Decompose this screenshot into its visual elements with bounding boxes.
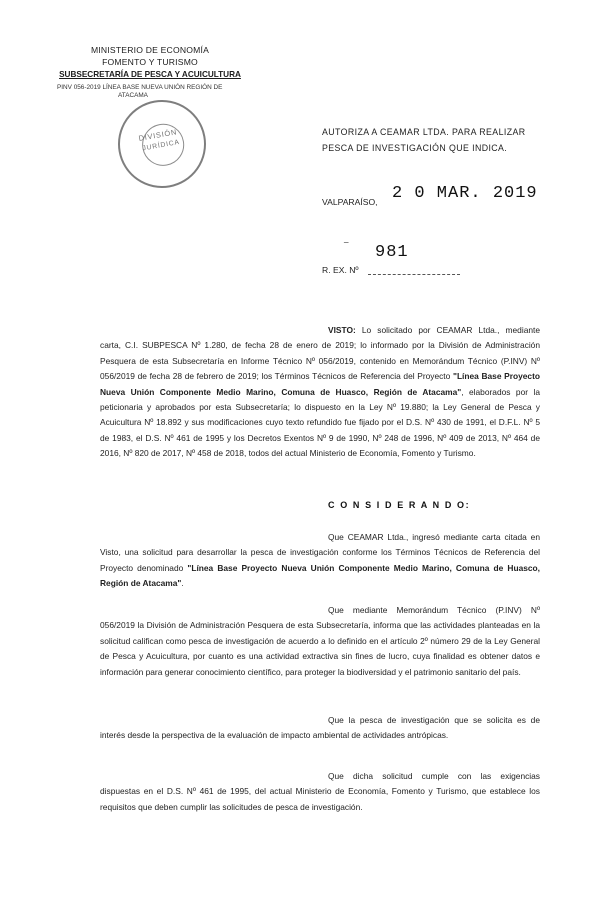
considerando-project-name: "Línea Base Proyecto Nueva Unión Componente Medio Marino, Comuna de Huasco, Región de Atacama" [100,562,540,589]
considerando-2-text: Que mediante Memorándum Técnico (P.INV) Nº 056/2019 la División de Administración Pesquera de esta Subsecretaría, informa que las actividades planteadas en la solicitud califican como pesca de investigación de acuerdo a lo definido en el artículo 2º número 29 de la Ley General de Pesca y Acuicultura, por cuanto es una actividad extractiva sin fines de lucro, cuya finalidad es obtener datos e información para generar conocimiento científico, para proteger la biodiversidad y el patrimonio sanitario del país. [100,605,540,677]
visto-text-a: Lo solicitado por CEAMAR Ltda., mediante carta, C.I. SUBPESCA Nº 1.280, de fecha 28 de enero de 2019; lo informado por la División de Administración Pesquera de esta Subsecretaría en Informe Técnico Nº 056/2019, contenido en Memorándum Técnico (P.INV) Nº 056/2019 de fecha 28 de febrero de 2019; los Términos Técnicos de Referencia del Proyecto [100,325,540,382]
subject-line-1: AUTORIZA A CEAMAR LTDA. PARA REALIZAR [322,127,526,137]
considerando-paragraph-3 [100,713,540,744]
considerando-3-text: Que la pesca de investigación que se solicita es de interés desde la perspectiva de la evaluación de impacto ambiental de actividades antrópicas. [100,715,540,741]
considerando-paragraph-4 [100,769,540,815]
resolution-number: 981 [375,243,409,262]
stamp-text-juridica: JURÍDICA [141,138,181,153]
considerando-paragraph-2 [100,603,540,680]
subsecretariat-name: SUBSECRETARÍA DE PESCA Y ACUICULTURA [59,70,241,79]
considerando-paragraph-1 [100,530,540,592]
considerando-4-text: Que dicha solicitud cumple con las exigencias dispuestas en el D.S. Nº 461 de 1995, del actual Ministerio de Economía, Fomento y Turismo, que establece los requisitos que deben cumplir las solicitudes de pesca de investigación. [100,771,540,812]
letterhead [55,44,245,81]
file-reference: PINV 056-2019 LÍNEA BASE NUEVA UNIÓN REGIÓN DE [57,84,223,91]
place-label: VALPARAÍSO, [322,197,378,207]
considerando-1-text-c: . [181,578,184,589]
subject-block [322,124,526,156]
considerando-heading: C O N S I D E R A N D O: [328,500,471,510]
visto-text-c: , elaborados por la peticionaria y aprobados por esta Subsecretaría; lo dispuesto en la Ley Nº 19.880; la Ley General de Pesca y Acuicultura Nº 18.892 y sus modificaciones cuyo texto refundido fue fijado por el D.S. Nº 430 de 1991, el D.F.L. Nº 5 de 1983, el D.S. Nº 461 de 1995 y los Decretos Exentos Nº 9 de 1990, Nº 248 de 1996, Nº 409 de 2013, Nº 464 de 2016, Nº 820 de 2017, Nº 458 de 2018, todos del actual Ministerio de Economía, Fomento y Turismo. [100,386,540,459]
ministry-subtitle: FOMENTO Y TURISMO [102,57,198,67]
file-reference-region: ATACAMA [118,92,148,99]
considerando-1-text-a: Que CEAMAR Ltda., ingresó mediante carta citada en Visto, una solicitud para desarrollar la pesca de investigación conforme los Términos Técnicos de Referencia del Proyecto denominado [100,532,540,573]
visto-paragraph [100,323,540,462]
stamp-text-division: DIVISIÓN [137,127,178,143]
resolution-underline [368,274,460,275]
ministry-name: MINISTERIO DE ECONOMÍA [90,45,210,55]
visto-project-name: "Línea Base Proyecto Nueva Unión Componente Medio Marino, Comuna de Huasco, Región de Atacama" [100,371,540,397]
resolution-label: R. EX. Nº [322,265,359,275]
subject-line-2: PESCA DE INVESTIGACIÓN QUE INDICA. [322,143,508,153]
visto-label: VISTO: [328,325,356,335]
date-stamp: 2 0 MAR. 2019 [392,184,538,203]
division-stamp [111,93,213,195]
resolution-mark: _ [344,234,349,243]
